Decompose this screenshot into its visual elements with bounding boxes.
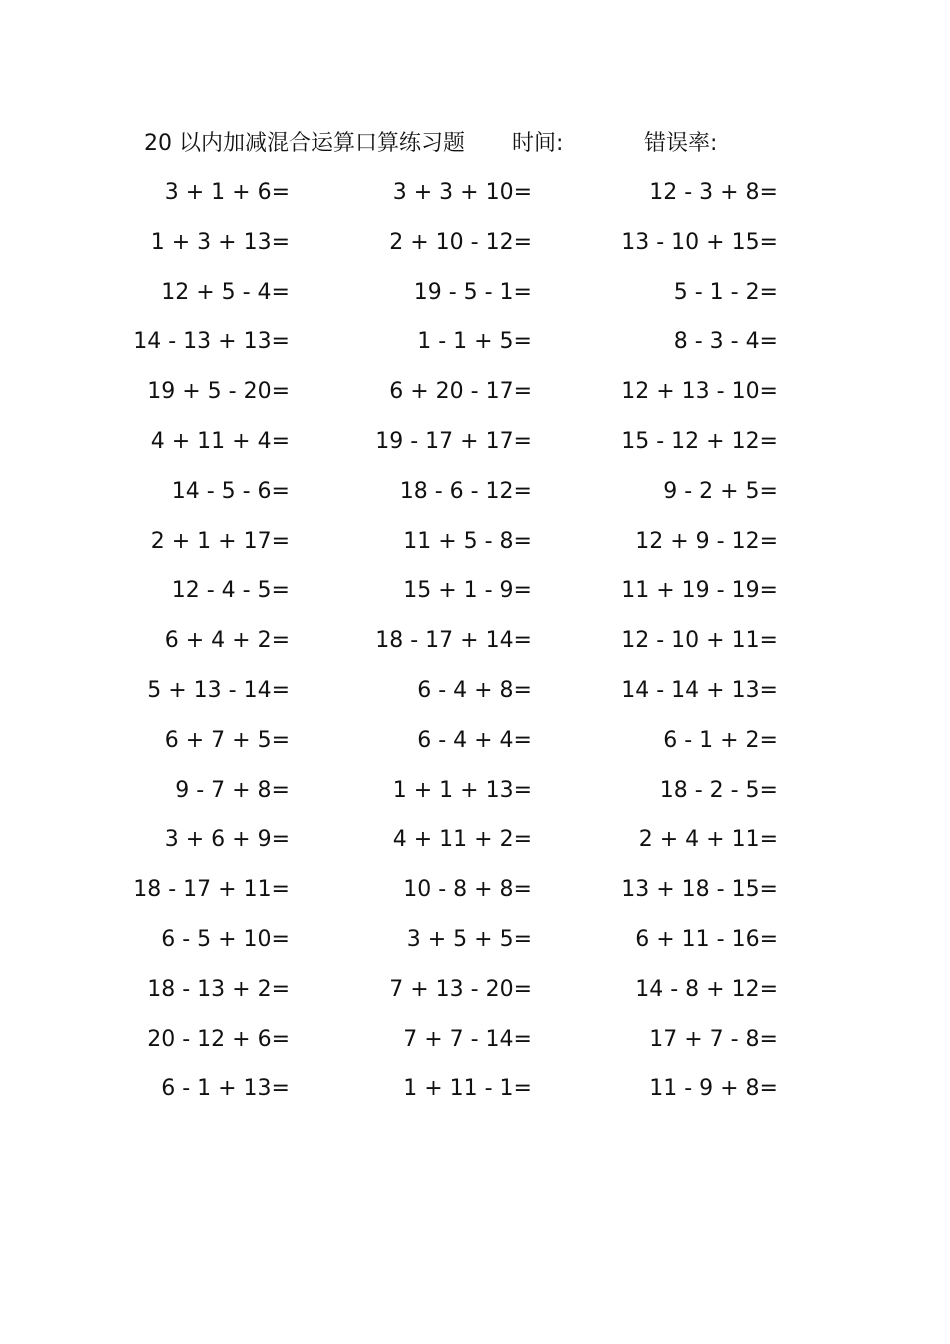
math-problem: 9 - 7 + 8=	[175, 777, 290, 803]
problem-row	[0, 915, 950, 965]
math-problem: 5 + 13 - 14=	[147, 677, 290, 703]
math-problem: 10 - 8 + 8=	[403, 877, 532, 903]
time-label: 时间:	[512, 131, 564, 156]
math-problem: 14 - 14 + 13=	[621, 677, 778, 703]
math-problem: 13 + 18 - 15=	[621, 877, 778, 903]
math-problem: 12 - 10 + 11=	[621, 628, 778, 654]
math-problem: 12 + 9 - 12=	[635, 528, 778, 554]
math-problem: 20 - 12 + 6=	[147, 1026, 290, 1052]
math-problem: 15 + 1 - 9=	[403, 578, 532, 604]
problem-row	[0, 317, 950, 367]
math-problem: 6 - 1 + 2=	[663, 727, 778, 753]
math-problem: 1 + 3 + 13=	[150, 229, 290, 255]
math-problem: 19 - 5 - 1=	[413, 279, 532, 305]
math-problem: 6 - 1 + 13=	[161, 1076, 290, 1102]
math-problem: 3 + 3 + 10=	[392, 180, 532, 205]
math-problem: 18 - 13 + 2=	[147, 976, 290, 1002]
math-problem: 15 - 12 + 12=	[621, 428, 778, 454]
math-problem: 12 + 5 - 4=	[161, 279, 290, 305]
problem-row	[0, 517, 950, 567]
math-problem: 2 + 4 + 11=	[638, 827, 778, 853]
math-problem: 6 + 20 - 17=	[389, 379, 532, 405]
problem-row	[0, 865, 950, 915]
math-problem: 12 + 13 - 10=	[621, 379, 778, 405]
problem-row	[0, 168, 950, 218]
math-problem: 2 + 10 - 12=	[389, 229, 532, 255]
math-problem: 2 + 1 + 17=	[150, 528, 290, 554]
math-problem: 18 - 2 - 5=	[659, 777, 778, 803]
math-problem: 12 - 3 + 8=	[649, 180, 778, 205]
problem-row	[0, 467, 950, 517]
math-problem: 12 - 4 - 5=	[171, 578, 290, 604]
math-problem: 11 + 5 - 8=	[403, 528, 532, 554]
math-problem: 19 + 5 - 20=	[147, 379, 290, 405]
problem-row	[0, 566, 950, 616]
math-problem: 17 + 7 - 8=	[649, 1026, 778, 1052]
math-problem: 3 + 5 + 5=	[406, 926, 532, 952]
problem-row	[0, 815, 950, 865]
problem-row	[0, 666, 950, 716]
math-problem: 6 + 4 + 2=	[164, 628, 290, 654]
math-problem: 4 + 11 + 2=	[392, 827, 532, 853]
problem-row	[0, 367, 950, 417]
problem-row	[0, 417, 950, 467]
problem-row	[0, 965, 950, 1015]
math-problem: 13 - 10 + 15=	[621, 229, 778, 255]
math-problem: 7 + 13 - 20=	[389, 976, 532, 1002]
math-problem: 6 - 4 + 4=	[417, 727, 532, 753]
problem-grid	[0, 168, 950, 1114]
math-problem: 18 - 6 - 12=	[399, 478, 532, 504]
math-problem: 1 + 1 + 13=	[392, 777, 532, 803]
math-problem: 1 - 1 + 5=	[417, 329, 532, 355]
problem-row	[0, 616, 950, 666]
math-problem: 8 - 3 - 4=	[673, 329, 778, 355]
error-rate-label: 错误率:	[644, 131, 718, 156]
math-problem: 6 + 7 + 5=	[164, 727, 290, 753]
problem-row	[0, 1064, 950, 1114]
math-problem: 5 - 1 - 2=	[673, 279, 778, 305]
worksheet-title: 20 以内加减混合运算口算练习题	[144, 131, 465, 156]
math-problem: 7 + 7 - 14=	[403, 1026, 532, 1052]
math-problem: 11 - 9 + 8=	[649, 1076, 778, 1102]
math-problem: 11 + 19 - 19=	[621, 578, 778, 604]
problem-row	[0, 1015, 950, 1065]
math-problem: 19 - 17 + 17=	[375, 428, 532, 454]
math-problem: 18 - 17 + 14=	[375, 628, 532, 654]
math-problem: 14 - 8 + 12=	[635, 976, 778, 1002]
problem-row	[0, 268, 950, 318]
problem-row	[0, 218, 950, 268]
math-problem: 14 - 5 - 6=	[171, 478, 290, 504]
math-problem: 6 + 11 - 16=	[635, 926, 778, 952]
math-problem: 3 + 1 + 6=	[164, 180, 290, 205]
math-problem: 3 + 6 + 9=	[164, 827, 290, 853]
math-problem: 6 - 4 + 8=	[417, 677, 532, 703]
math-problem: 9 - 2 + 5=	[663, 478, 778, 504]
problem-row	[0, 716, 950, 766]
math-problem: 1 + 11 - 1=	[403, 1076, 532, 1102]
worksheet-header	[0, 124, 950, 164]
math-problem: 14 - 13 + 13=	[133, 329, 290, 355]
math-problem: 18 - 17 + 11=	[133, 877, 290, 903]
math-problem: 4 + 11 + 4=	[150, 428, 290, 454]
problem-row	[0, 766, 950, 816]
math-problem: 6 - 5 + 10=	[161, 926, 290, 952]
